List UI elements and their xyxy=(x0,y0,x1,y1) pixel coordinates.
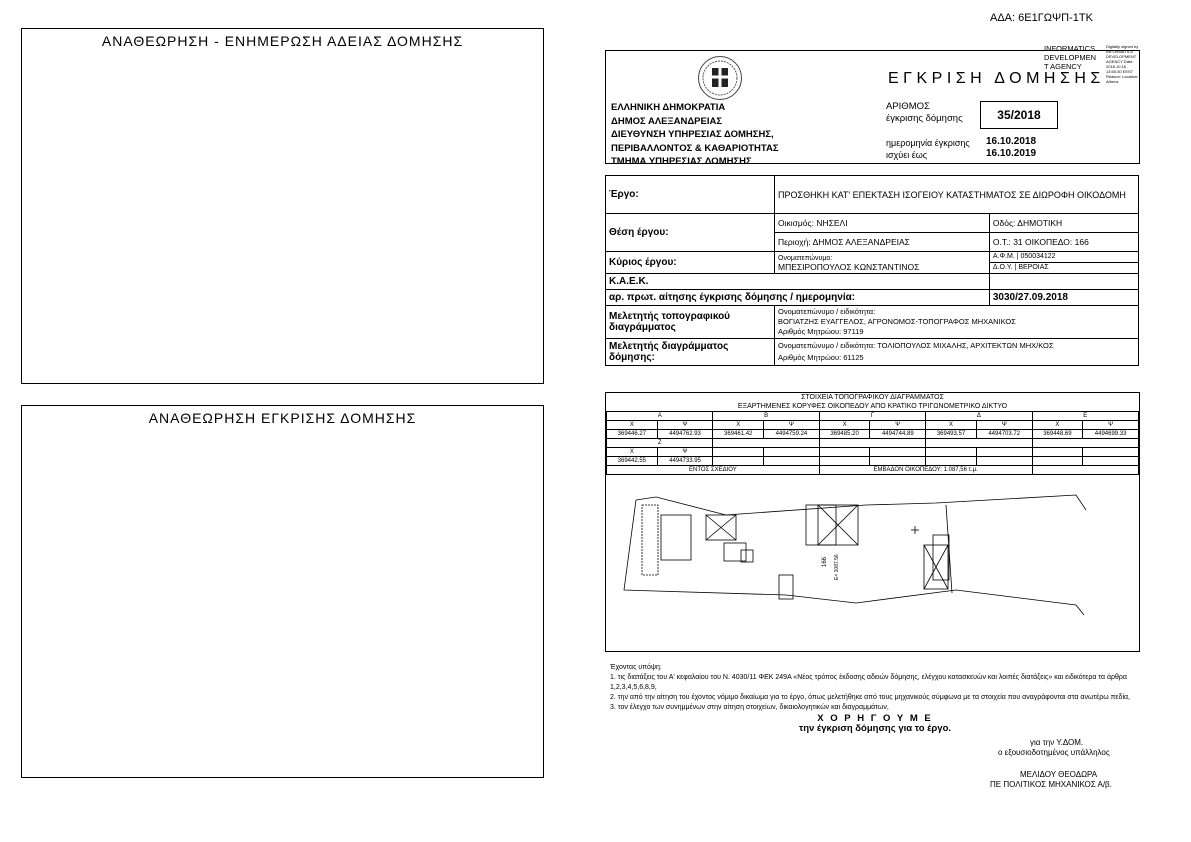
topographic-section xyxy=(605,392,1140,652)
org-line: ΤΜΗΜΑ ΥΠΗΡΕΣΙΑΣ ΔΟΜΗΣΗΣ xyxy=(611,156,752,167)
y-label: Ψ xyxy=(870,421,926,430)
point-name: Ζ xyxy=(607,439,713,448)
x-label: Χ xyxy=(926,421,977,430)
tax-cell xyxy=(989,252,1138,274)
signature-line-1: για την Υ.ΔΟΜ. xyxy=(1030,738,1084,747)
point-name: Ε xyxy=(1032,412,1138,421)
settlement: Οικισμός: ΝΗΣΕΛΙ xyxy=(775,214,990,233)
owner-name-label: Ονοματεπώνυμο: xyxy=(778,254,833,262)
org-line: ΔΙΕΥΘΥΝΣΗ ΥΠΗΡΕΣΙΑΣ ΔΟΜΗΣΗΣ, xyxy=(611,129,774,140)
coord-y: 4494762.93 xyxy=(657,430,713,439)
plot-area: ΕΜΒΑΔΟΝ ΟΙΚΟΠΕΔΟΥ: 1.087,56 τ.μ. xyxy=(819,466,1032,475)
number-label xyxy=(886,101,963,125)
topo-engineer-label: Μελετητής τοπογραφικού διαγράμματος xyxy=(606,306,775,339)
note-1: 1. τις διατάξεις του Α' κεφαλαίου του Ν. 4030/11 ΦΕΚ 249Α «Νέος τρόπος έκδοσης αδειών δόμησης, ελέγχου κατασκευών και λοιπές διατάξεις» και ειδικότερα τα άρθρα 1,2,3,4,5,6,8,9, xyxy=(610,674,1127,691)
coord-x: 369485.20 xyxy=(819,430,870,439)
valid-date-row xyxy=(886,148,1037,161)
building-engineer-name: Ονοματεπώνυμο / ειδικότητα: ΤΟΛΙΟΠΟΥΛΟΣ ΜΙΧΑΛΗΣ, ΑΡΧΙΤΕΚΤΩΝ ΜΗΧ/ΚΟΣ xyxy=(778,341,1054,350)
x-label: Χ xyxy=(607,448,658,457)
revision-box-2 xyxy=(21,405,544,778)
y-label: Ψ xyxy=(1083,421,1139,430)
y-label: Ψ xyxy=(657,421,713,430)
coord-y: 4494759.24 xyxy=(764,430,820,439)
signature-title: ΠΕ ΠΟΛΙΤΙΚΟΣ ΜΗΧΑΝΙΚΟΣ Α/β. xyxy=(990,780,1112,789)
project-details-table xyxy=(605,175,1139,366)
valid-date-label: ισχύει έως xyxy=(886,150,928,160)
project-value: ΠΡΟΣΘΗΚΗ ΚΑΤ' ΕΠΕΚΤΑΣΗ ΙΣΟΓΕΙΟΥ ΚΑΤΑΣΤΗΜΑΤΟΣ ΣΕ ΔΙΩΡΟΦΗ ΟΙΚΟΔΟΜΗ xyxy=(775,176,1139,214)
greek-emblem-icon xyxy=(698,56,742,100)
topo-engineer-cell xyxy=(775,306,1139,339)
header-box xyxy=(605,44,1140,167)
issue-date-row xyxy=(886,136,1037,149)
topo-engineer-name: ΒΟΓΙΑΤΖΗΣ ΕΥΑΓΓΕΛΟΣ, ΑΓΡΟΝΟΜΟΣ-ΤΟΠΟΓΡΑΦΟΣ ΜΗΧΑΝΙΚΟΣ xyxy=(778,317,1016,326)
coord-x: 369446.27 xyxy=(607,430,658,439)
block-plot: Ο.Τ.: 31 ΟΙΚΟΠΕΔΟ: 166 xyxy=(989,233,1138,252)
coordinates-table xyxy=(606,411,1139,475)
grant-phrase: την έγκριση δόμησης για το έργο. xyxy=(798,723,952,734)
tax-office-row: Δ.Ο.Υ. | ΒΕΡΟΙΑΣ xyxy=(992,264,1049,271)
signature-line-2: ο εξουσιοδοτημένος υπάλληλος xyxy=(998,748,1110,757)
tax-office: ΒΕΡΟΙΑΣ xyxy=(1018,264,1049,271)
agency-line: T AGENCY xyxy=(1044,62,1082,71)
owner-name: ΜΠΕΣΙΡΟΠΟΥΛΟΣ ΚΩΝΣΤΑΝΤΙΝΟΣ xyxy=(778,261,920,272)
grant-heading: Χ Ο Ρ Η Γ Ο Υ Μ Ε xyxy=(817,713,933,724)
x-label: Χ xyxy=(819,421,870,430)
signature-name: ΜΕΛΙΔΟΥ ΘΕΟΔΩΡΑ xyxy=(1020,770,1098,779)
revision-box-2-title: ΑΝΑΘΕΩΡΗΣΗ ΕΓΚΡΙΣΗΣ ΔΟΜΗΣΗΣ xyxy=(148,410,417,426)
org-line: ΔΗΜΟΣ ΑΛΕΞΑΝΔΡΕΙΑΣ xyxy=(611,115,723,127)
point-name: Γ xyxy=(819,412,925,421)
owner-cell xyxy=(775,252,990,274)
protocol-value: 3030/27.09.2018 xyxy=(989,290,1138,306)
point-name: Β xyxy=(713,412,819,421)
building-engineer-cell xyxy=(775,339,1139,366)
number-label-line2: έγκρισης δόμησης xyxy=(886,113,963,124)
coord-y: 4494733.95 xyxy=(657,457,713,466)
revision-box-1-title: ΑΝΑΘΕΩΡΗΣΗ - ΕΝΗΜΕΡΩΣΗ ΑΔΕΙΑΣ ΔΟΜΗΣΗΣ xyxy=(101,33,464,49)
issue-date: 16.10.2018 xyxy=(986,136,1037,147)
area: Περιοχή: ΔΗΜΟΣ ΑΛΕΞΑΝΔΡΕΙΑΣ xyxy=(775,233,990,252)
topo-engineer-name-label: Ονοματεπώνυμο / ειδικότητα: xyxy=(778,307,876,316)
y-label: Ψ xyxy=(764,421,820,430)
tax-office-label: Δ.Ο.Υ. xyxy=(992,264,1013,271)
project-label: Έργο: xyxy=(606,176,775,214)
x-label: Χ xyxy=(713,421,764,430)
coord-y: 4494703.72 xyxy=(976,430,1032,439)
signature-details: Digitally signed by INFORMATICS DEVELOPMENT AGENCY Date: 2018.10.16 13:50:30 EEST Reason: Location: Athens xyxy=(1106,44,1139,84)
y-label: Ψ xyxy=(657,448,713,457)
tax-id-label: Α.Φ.Μ. xyxy=(992,253,1015,260)
tax-id-row: Α.Φ.Μ. | 050034122 xyxy=(990,252,1138,263)
digital-signature-stamp xyxy=(1044,44,1140,88)
point-name: Δ xyxy=(926,412,1032,421)
location-label: Θέση έργου: xyxy=(606,214,775,252)
topo-heading: ΣΤΟΙΧΕΙΑ ΤΟΠΟΓΡΑΦΙΚΟΥ ΔΙΑΓΡΑΜΜΑΤΟΣ xyxy=(801,394,944,401)
agency-line: DEVELOPMEN xyxy=(1044,53,1097,62)
number-label-line1: ΑΡΙΘΜΟΣ xyxy=(886,101,930,112)
issue-date-label: ημερομηνία έγκρισης xyxy=(886,138,970,148)
coord-y: 4494699.33 xyxy=(1083,430,1139,439)
building-engineer-label: Μελετητής διαγράμματος δόμησης: xyxy=(606,339,775,366)
dates-block xyxy=(886,136,1037,161)
coord-x: 369448.69 xyxy=(1032,430,1083,439)
protocol-label: αρ. πρωτ. αίτησης έγκρισης δόμησης / ημερομηνία: xyxy=(606,290,990,306)
note-2: 2. την από την αίτηση του έχοντος νόμιμο δικαίωμα για το έργο, όπως μελετήθηκε από τους μηχανικούς σύμφωνα με τα στοιχεία που αναγράφονται στα ανωτέρω πεδία, xyxy=(610,694,1130,701)
notes-section xyxy=(610,663,1140,790)
coord-y: 4494744.89 xyxy=(870,430,926,439)
x-label: Χ xyxy=(607,421,658,430)
topo-engineer-reg: Αριθμός Μητρώου: 97119 xyxy=(778,327,864,336)
notes-intro: Έχοντας υπόψη: xyxy=(610,664,662,671)
valid-date: 16.10.2019 xyxy=(986,148,1037,159)
building-engineer-reg: Αριθμός Μητρώου: 61125 xyxy=(778,353,864,362)
coord-x: 369493.57 xyxy=(926,430,977,439)
svg-text:E= 1087.56: E= 1087.56 xyxy=(834,554,840,580)
owner-label: Κύριος έργου: xyxy=(606,252,775,274)
point-name: Α xyxy=(607,412,713,421)
org-line: ΕΛΛΗΝΙΚΗ ΔΗΜΟΚΡΑΤΙΑ xyxy=(611,102,726,113)
tax-id: 050034122 xyxy=(1020,253,1056,260)
coord-x: 369442.55 xyxy=(607,457,658,466)
topo-subheading: ΕΞΑΡΤΗΜΕΝΕΣ ΚΟΡΥΦΕΣ ΟΙΚΟΠΕΔΟΥ ΑΠΟ ΚΡΑΤΙΚΟ ΤΡΙΓΩΝΟΜΕΤΡΙΚΟ ΔΙΚΤΥΟ xyxy=(737,403,1008,410)
svg-text:166: 166 xyxy=(822,556,828,567)
site-plan-drawing xyxy=(606,475,1139,635)
note-3: 3. τον έλεγχο των συνημμένων στην αίτηση στοιχείων, δικαιολογητικών και διαγραμμάτων, xyxy=(610,704,889,711)
coord-x: 369461.42 xyxy=(713,430,764,439)
approval-number: 35/2018 xyxy=(980,101,1058,129)
org-line: ΠΕΡΙΒΑΛΛΟΝΤΟΣ & ΚΑΘΑΡΙΟΤΗΤΑΣ xyxy=(611,142,779,154)
organization-block xyxy=(611,101,779,169)
kaek-value xyxy=(989,274,1138,290)
kaek-label: Κ.Α.Ε.Κ. xyxy=(606,274,990,290)
agency-line: INFORMATICS xyxy=(1044,44,1096,53)
y-label: Ψ xyxy=(976,421,1032,430)
x-label: Χ xyxy=(1032,421,1083,430)
revision-box-1 xyxy=(21,28,544,384)
document-title: ΕΓΚΡΙΣΗ ΔΟΜΗΣΗΣ xyxy=(888,70,1105,87)
plan-status: ΕΝΤΟΣ ΣΧΕΔΙΟΥ xyxy=(607,466,820,475)
ada-code: ΑΔΑ: 6Ε1ΓΩΨΠ-1ΤΚ xyxy=(990,12,1093,24)
street: Οδός: ΔΗΜΟΤΙΚΗ xyxy=(989,214,1138,233)
